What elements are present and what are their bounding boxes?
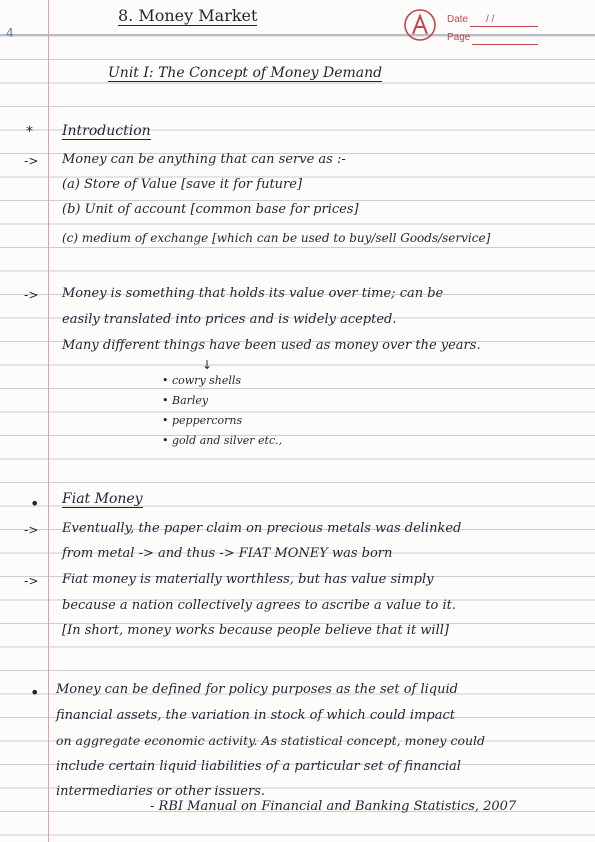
arrow-marker: ->: [24, 154, 39, 168]
intro-item-c: (c) medium of exchange [which can be used to buy/sell Goods/service]: [62, 231, 491, 245]
example-item: • Barley: [162, 394, 209, 407]
fiat-line5: [In short, money works because people believe that it will]: [62, 623, 449, 638]
corner-mark: 4: [6, 26, 14, 40]
star-marker: *: [26, 124, 33, 140]
arrow-marker: ->: [24, 523, 39, 537]
page-title: 8. Money Market: [118, 6, 258, 25]
bullet-marker: •: [30, 683, 40, 702]
definition-line: Money can be defined for policy purposes as the set of liquid: [56, 682, 458, 697]
down-arrow-icon: ↓: [202, 358, 213, 372]
intro-heading: Introduction: [62, 123, 151, 139]
definition-source: - RBI Manual on Financial and Banking Statistics, 2007: [150, 799, 517, 814]
definition-line: intermediaries or other issuers.: [56, 784, 266, 799]
fiat-line4: because a nation collectively agrees to ascribe a value to it.: [62, 598, 456, 613]
example-item: • cowry shells: [162, 374, 242, 387]
header-divider: [0, 34, 595, 36]
example-item: • gold and silver etc.,: [162, 434, 283, 447]
definition-line: on aggregate economic activity. As statistical concept, money could: [56, 733, 486, 748]
bullet-marker: •: [30, 494, 40, 513]
arrow-marker: ->: [24, 574, 39, 588]
date-line: [470, 26, 538, 27]
fiat-line1: Eventually, the paper claim on precious metals was delinked: [62, 521, 462, 536]
date-label: Date: [447, 14, 469, 25]
para2-line2: easily translated into prices and is widely acepted.: [62, 312, 397, 327]
notebook-logo-icon: [403, 8, 437, 42]
definition-line: include certain liquid liabilities of a particular set of financial: [56, 759, 461, 774]
arrow-marker: ->: [24, 288, 39, 302]
fiat-heading: Fiat Money: [62, 491, 143, 507]
intro-item-b: (b) Unit of account [common base for prices]: [62, 202, 359, 217]
date-value: / /: [486, 14, 495, 25]
example-item: • peppercorns: [162, 414, 243, 427]
margin-line: [48, 0, 49, 842]
fiat-line2: from metal -> and thus -> FIAT MONEY was born: [62, 546, 393, 561]
intro-line1: Money can be anything that can serve as :-: [62, 152, 346, 167]
intro-item-a: (a) Store of Value [save it for future]: [62, 177, 303, 192]
unit-title: Unit I: The Concept of Money Demand: [108, 65, 383, 81]
para2-line1: Money is something that holds its value over time; can be: [62, 286, 444, 301]
fiat-line3: Fiat money is materially worthless, but has value simply: [62, 572, 434, 587]
para3: Many different things have been used as money over the years.: [62, 338, 481, 353]
definition-line: financial assets, the variation in stock of which could impact: [56, 708, 455, 723]
page-line: [472, 44, 538, 45]
page-label: Page: [447, 32, 471, 43]
